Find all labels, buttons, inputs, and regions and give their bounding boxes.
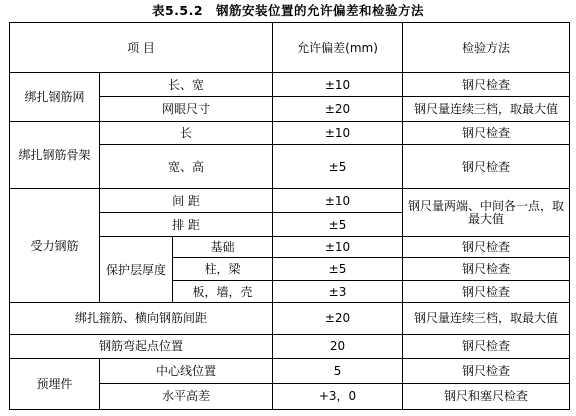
- bend-point-tolerance: 20: [273, 334, 403, 358]
- table-row: [10, 73, 570, 97]
- skeleton-label: 绑扎钢筋骨架: [10, 122, 100, 189]
- header-item: 项 目: [10, 23, 273, 73]
- table-caption: 表5.5.2 钢筋安装位置的允许偏差和检验方法: [151, 3, 425, 18]
- cover-column-beam-tolerance: ±5: [273, 258, 403, 281]
- skeleton-length-label: 长: [100, 122, 273, 145]
- stressed-spacing-tolerance: ±10: [273, 189, 403, 213]
- table-row: [10, 189, 570, 213]
- bend-point-method: 钢尺检查: [403, 334, 570, 358]
- stirrup-label: 绑扎箍筋、横向钢筋间距: [10, 303, 273, 334]
- stressed-row-distance-tolerance: ±5: [273, 213, 403, 237]
- skeleton-width-height-label: 宽、高: [100, 145, 273, 189]
- embedded-label: 预埋件: [10, 358, 100, 409]
- stressed-spacing-method: 钢尺量两端、中间各一点，取最大值: [403, 189, 570, 237]
- stirrup-tolerance: ±20: [273, 303, 403, 334]
- mesh-length-width-tolerance: ±10: [273, 73, 403, 97]
- tolerance-table: [9, 22, 570, 410]
- stressed-spacing-label: 间 距: [100, 189, 273, 213]
- skeleton-length-method: 钢尺检查: [403, 122, 570, 145]
- mesh-size-method: 钢尺量连续三档，取最大值: [403, 97, 570, 122]
- header-row: [10, 23, 570, 73]
- bend-point-label: 钢筋弯起点位置: [10, 334, 273, 358]
- stressed-label: 受力钢筋: [10, 189, 100, 303]
- stirrup-method: 钢尺量连续三档，取最大值: [403, 303, 570, 334]
- cover-slab-tolerance: ±3: [273, 281, 403, 303]
- cover-column-beam-label: 柱，梁: [173, 258, 273, 281]
- skeleton-length-tolerance: ±10: [273, 122, 403, 145]
- skeleton-width-height-method: 钢尺检查: [403, 145, 570, 189]
- cover-column-beam-method: 钢尺检查: [403, 258, 570, 281]
- embedded-centerline-tolerance: 5: [273, 358, 403, 383]
- table-row: [10, 334, 570, 358]
- table-row: [10, 358, 570, 383]
- cover-slab-label: 板，墙，壳: [173, 281, 273, 303]
- stressed-row-distance-label: 排 距: [100, 213, 273, 237]
- header-tolerance: 允许偏差(mm): [273, 23, 403, 73]
- cover-slab-method: 钢尺检查: [403, 281, 570, 303]
- mesh-size-tolerance: ±20: [273, 97, 403, 122]
- table-row: [10, 303, 570, 334]
- embedded-centerline-method: 钢尺检查: [403, 358, 570, 383]
- cover-label: 保护层厚度: [100, 237, 173, 303]
- mesh-length-width-method: 钢尺检查: [403, 73, 570, 97]
- embedded-centerline-label: 中心线位置: [100, 358, 273, 383]
- cover-foundation-label: 基础: [173, 237, 273, 258]
- mesh-size-label: 网眼尺寸: [100, 97, 273, 122]
- embedded-level-tolerance: +3，0: [273, 383, 403, 409]
- mesh-label: 绑扎钢筋网: [10, 73, 100, 122]
- embedded-level-method: 钢尺和塞尺检查: [403, 383, 570, 409]
- cover-foundation-tolerance: ±10: [273, 237, 403, 258]
- skeleton-width-height-tolerance: ±5: [273, 145, 403, 189]
- cover-foundation-method: 钢尺检查: [403, 237, 570, 258]
- mesh-length-width-label: 长、宽: [100, 73, 273, 97]
- table-row: [10, 122, 570, 145]
- embedded-level-label: 水平高差: [100, 383, 273, 409]
- header-method: 检验方法: [403, 23, 570, 73]
